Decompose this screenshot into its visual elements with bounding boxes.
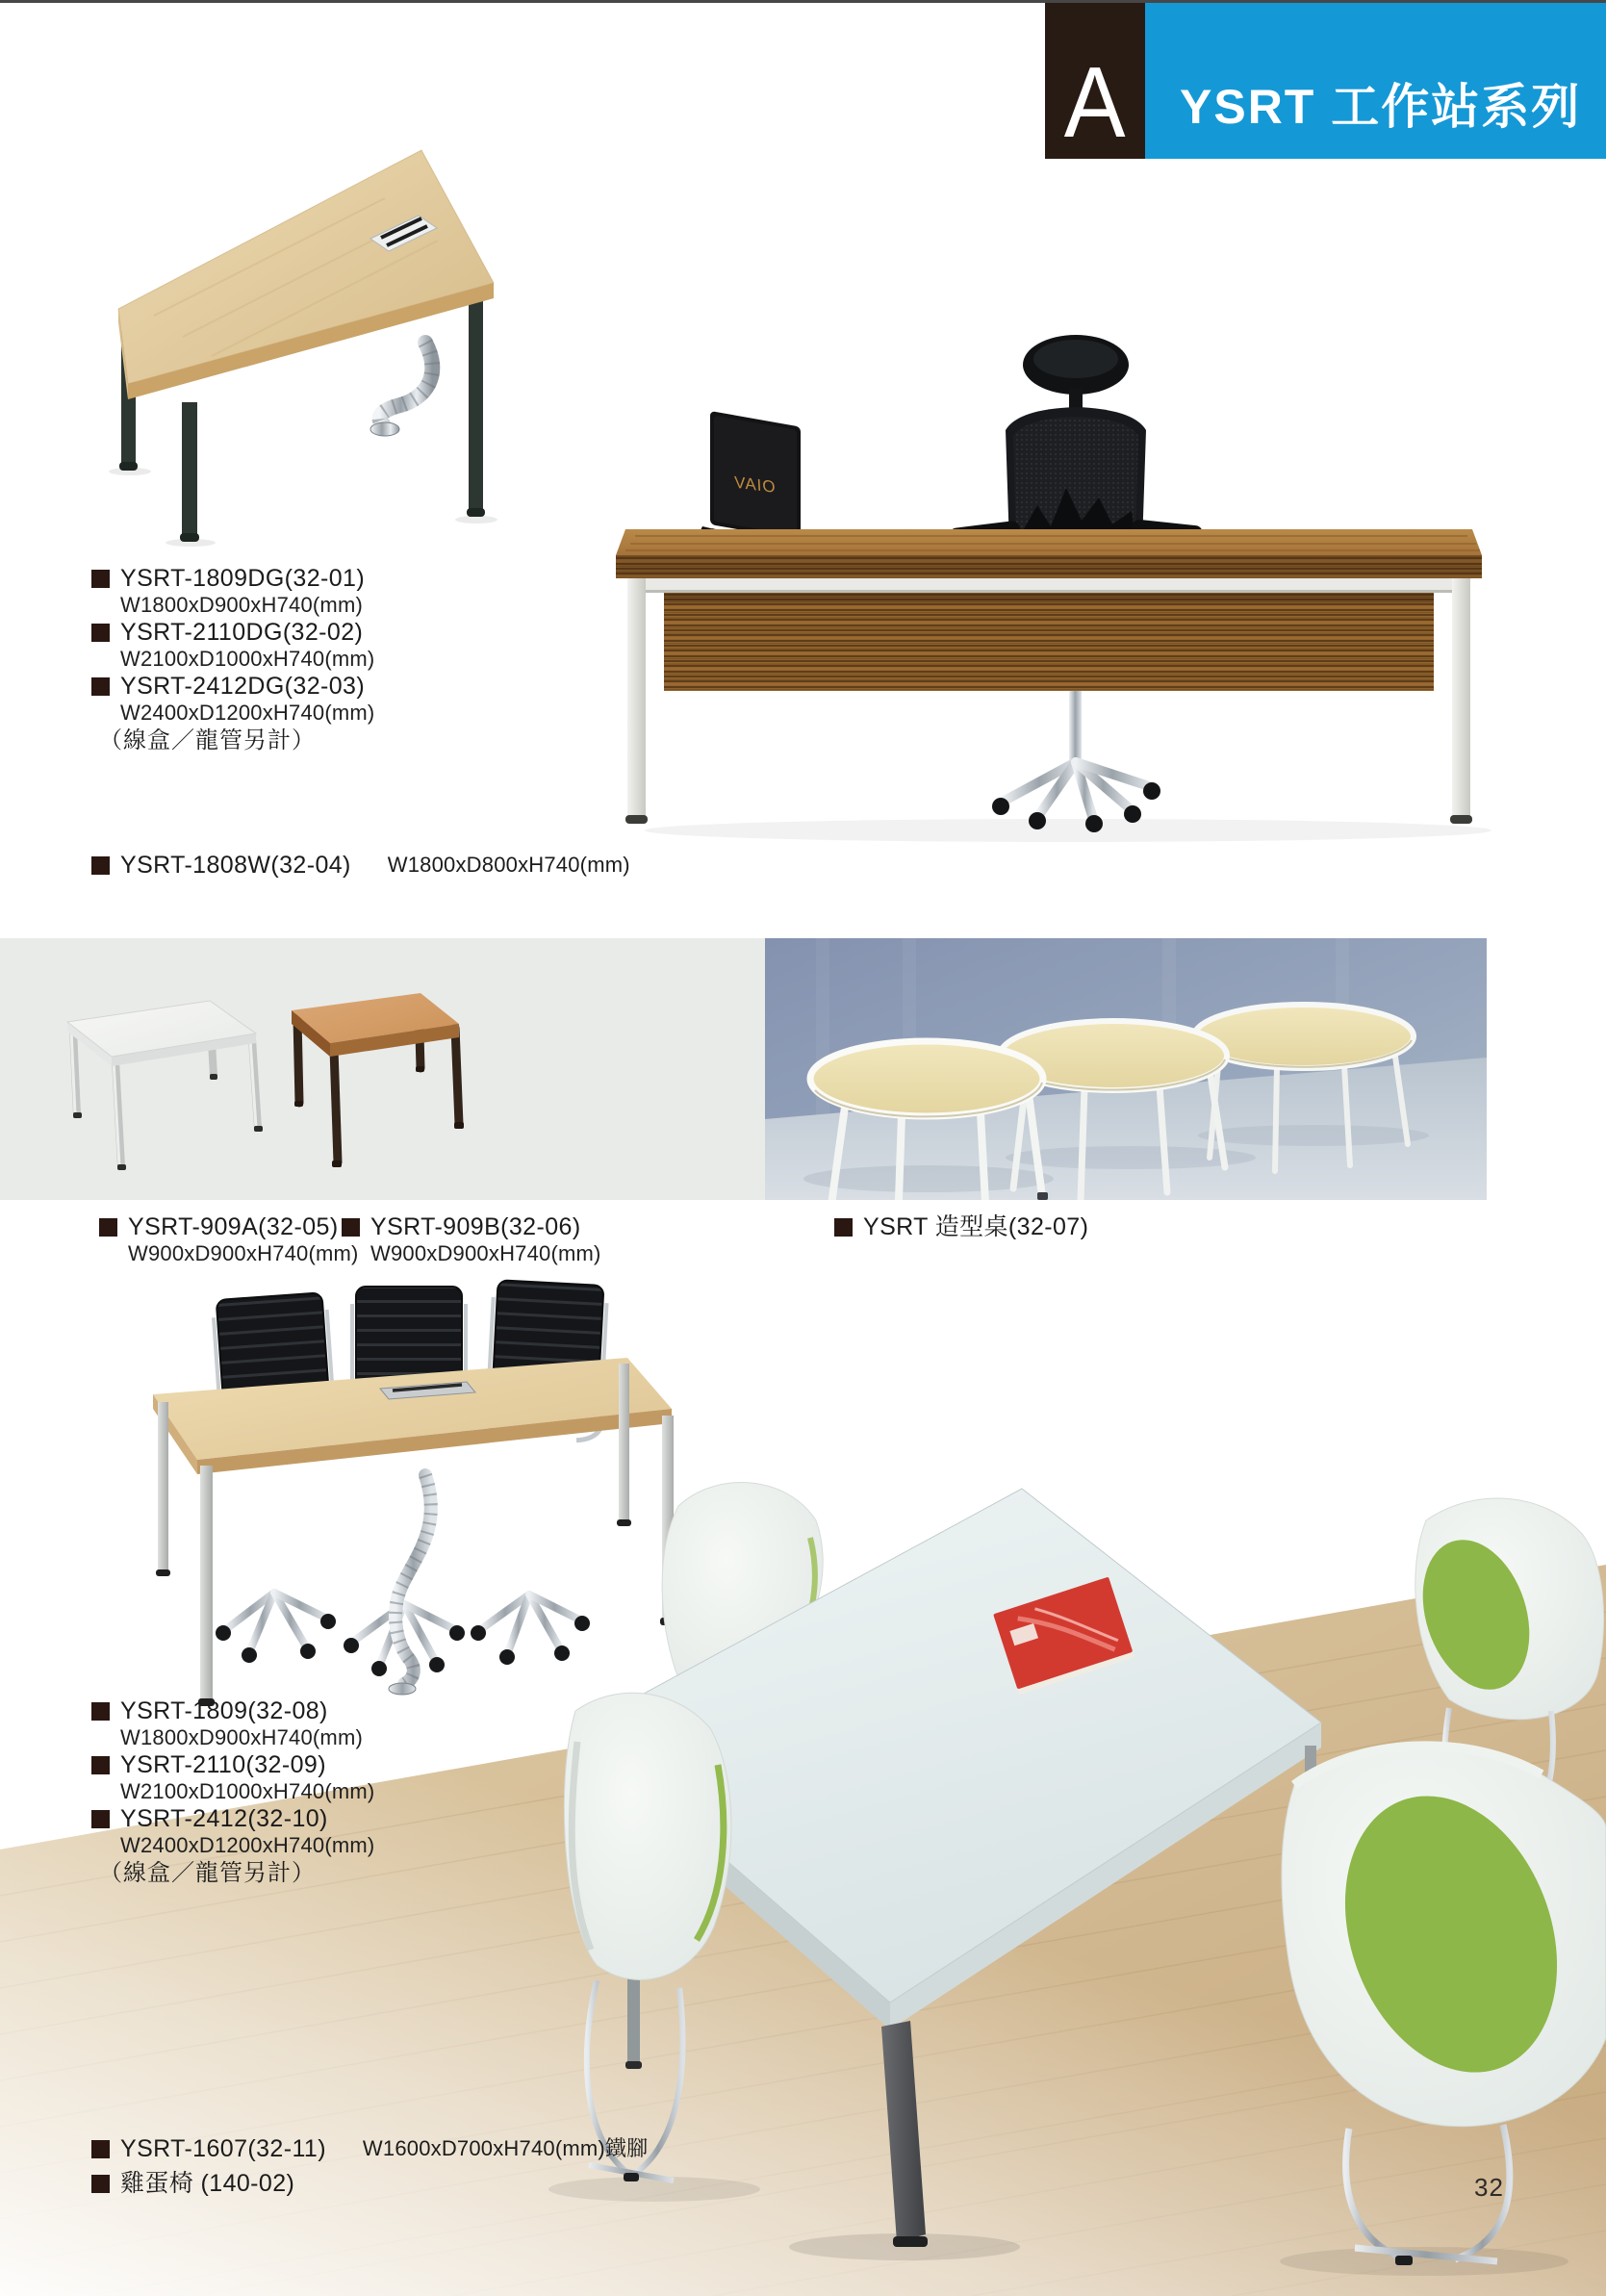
bullet-square-icon bbox=[91, 856, 110, 875]
bullet-square-icon bbox=[91, 570, 110, 588]
product-dims: W1800xD900xH740(mm) bbox=[120, 1725, 363, 1749]
photo-table-909a bbox=[48, 962, 284, 1188]
option-note: （線盒／龍管另計） bbox=[99, 727, 316, 753]
model-text: YSRT-1607(32-11) bbox=[120, 2135, 326, 2162]
chair-base bbox=[992, 691, 1160, 832]
model-text: YSRT-909A(32-05) bbox=[128, 1213, 339, 1240]
desk-top bbox=[616, 529, 1482, 555]
product-model-line bbox=[91, 620, 374, 645]
bullet-square-icon bbox=[834, 1218, 853, 1237]
product-model-line bbox=[834, 1214, 1088, 1239]
label-shaped-table bbox=[834, 1214, 1088, 1241]
laptop-logo: VAIO bbox=[733, 472, 778, 497]
series-title: YSRT 工作站系列 bbox=[1180, 80, 1582, 134]
label-1607 bbox=[91, 2136, 648, 2163]
bullet-square-icon bbox=[91, 1756, 110, 1774]
product-dims: W900xD900xH740(mm) bbox=[128, 1241, 359, 1265]
page-number: 32 bbox=[1474, 2173, 1504, 2202]
product-dims: W2100xD1000xH740(mm) bbox=[120, 1779, 375, 1803]
label-group-plain bbox=[91, 1698, 374, 1886]
bullet-square-icon bbox=[99, 1218, 117, 1237]
product-model-line bbox=[91, 853, 630, 878]
product-dims: W2400xD1200xH740(mm) bbox=[120, 1833, 375, 1857]
model-text: YSRT-909B(32-06) bbox=[370, 1213, 581, 1240]
modesty-panel bbox=[664, 593, 1434, 691]
model-text: 雞蛋椅 (140-02) bbox=[120, 2170, 295, 2197]
model-text: YSRT-1808W(32-04) bbox=[120, 852, 351, 879]
model-text: YSRT-1809DG(32-01) bbox=[120, 565, 366, 592]
bullet-square-icon bbox=[91, 624, 110, 642]
model-text: YSRT-2110(32-09) bbox=[120, 1751, 326, 1778]
product-dims: W2400xD1200xH740(mm) bbox=[120, 701, 375, 725]
product-model-line bbox=[91, 1752, 374, 1777]
product-model-line bbox=[91, 1806, 374, 1831]
product-dims: W2100xD1000xH740(mm) bbox=[120, 647, 375, 671]
section-index-letter: A bbox=[1064, 47, 1126, 159]
photo-shaped-tables bbox=[765, 938, 1487, 1200]
bullet-square-icon bbox=[91, 677, 110, 696]
model-text: YSRT-2412(32-10) bbox=[120, 1805, 328, 1832]
option-note: （線盒／龍管另計） bbox=[99, 1860, 316, 1886]
section-index-box bbox=[1045, 3, 1145, 159]
bullet-square-icon bbox=[91, 2140, 110, 2158]
label-909b bbox=[342, 1214, 601, 1268]
product-dims: W900xD900xH740(mm) bbox=[370, 1241, 601, 1265]
series-title-banner bbox=[1145, 3, 1606, 159]
label-egg-chair bbox=[91, 2171, 294, 2198]
label-group-dg bbox=[91, 566, 374, 753]
photo-table-909b bbox=[274, 962, 472, 1188]
desk-leg bbox=[627, 578, 646, 821]
label-909a bbox=[99, 1214, 359, 1268]
product-model-line bbox=[99, 1214, 359, 1239]
bullet-square-icon bbox=[91, 2175, 110, 2193]
product-model-line bbox=[91, 2136, 648, 2161]
product-model-line bbox=[91, 1698, 374, 1723]
product-dims: W1600xD700xH740(mm)鐵腳 bbox=[362, 2136, 649, 2160]
model-text: YSRT-1809(32-08) bbox=[120, 1697, 328, 1724]
photo-conference-table-dg bbox=[38, 85, 520, 547]
model-text: YSRT-2412DG(32-03) bbox=[120, 673, 366, 700]
product-dims: W1800xD800xH740(mm) bbox=[387, 853, 630, 877]
photo-executive-desk bbox=[568, 284, 1606, 847]
bullet-square-icon bbox=[91, 1810, 110, 1828]
product-model-line bbox=[91, 2171, 294, 2196]
product-dims: W1800xD900xH740(mm) bbox=[120, 593, 363, 617]
product-model-line bbox=[342, 1214, 601, 1239]
product-model-line bbox=[91, 566, 374, 591]
product-model-line bbox=[91, 674, 374, 699]
model-text: YSRT-2110DG(32-02) bbox=[120, 619, 364, 646]
model-text: YSRT 造型桌(32-07) bbox=[863, 1213, 1089, 1240]
bullet-square-icon bbox=[342, 1218, 360, 1237]
bullet-square-icon bbox=[91, 1702, 110, 1721]
label-1808w bbox=[91, 853, 630, 880]
